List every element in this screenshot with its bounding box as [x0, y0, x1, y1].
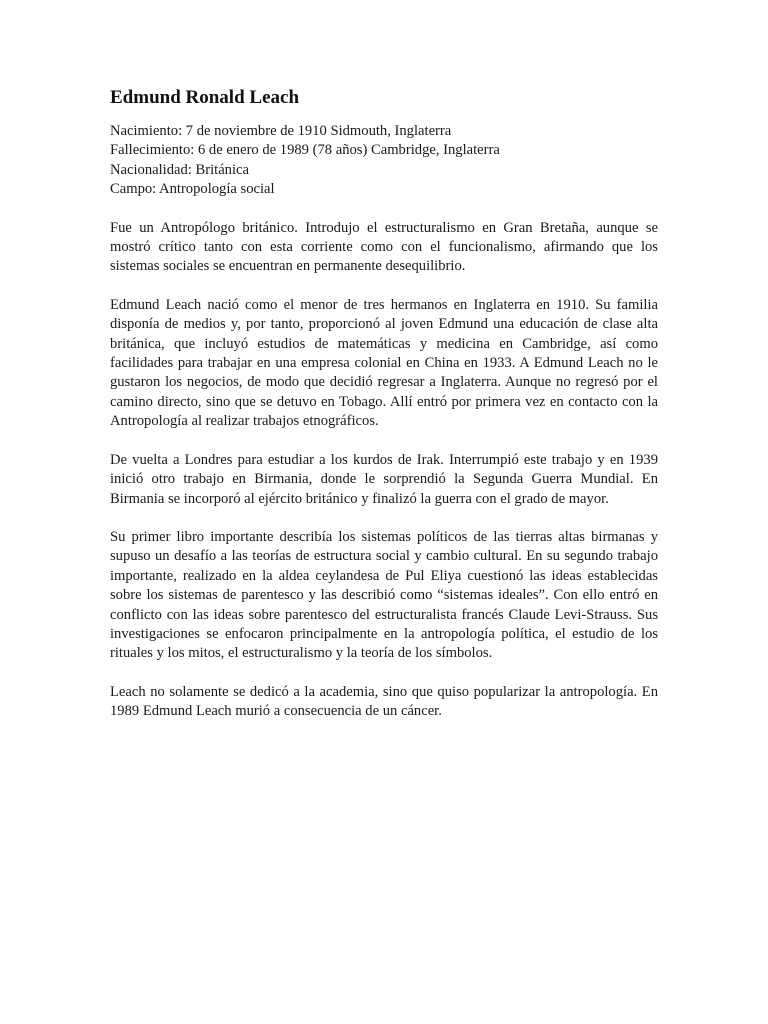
document-title: Edmund Ronald Leach: [110, 87, 300, 108]
paragraph-works: Su primer libro importante describía los sistemas políticos de las tierras altas birmanas y supuso un desafío a las teorías de estructura social y cambio cultural. En su segundo trabajo importante, realizado en la aldea ceylandesa de Pul Eliya cuestionó las ideas establecidas sobre los sistemas de parentesco y las describió como “sistemas ideales”. Con ello entró en conflicto con las ideas sobre parentesco del estructuralista francés Claude Levi-Strauss. Sus investigaciones se enfocaron principalmente en la antropología política, el estudio de los rituales y los mitos, el estructuralismo y la teoría de los símbolos.: [110, 528, 658, 662]
paragraph-career: De vuelta a Londres para estudiar a los kurdos de Irak. Interrumpió este trabajo y en 1939 inició otro trabajo en Birmania, donde le sorprendió la Segunda Guerra Mundial. En Birmania se incorporó al ejército británico y finalizó la guerra con el grado de mayor.: [110, 451, 658, 507]
fact-field: Campo: Antropología social: [110, 181, 275, 198]
document-body: [110, 86, 658, 741]
paragraph-early-life: Edmund Leach nació como el menor de tres hermanos en Inglaterra en 1910. Su familia disponía de medios y, por tanto, proporcionó al joven Edmund una educación de clase alta británica, que incluyó estudios de matemáticas y medicina en Cambridge, así como facilidades para trabajar en una empresa colonial en China en 1933. A Edmund Leach no le gustaron los negocios, de modo que decidió regresar a Inglaterra. Aunque no regresó por el camino directo, sino que se detuvo en Tobago. Allí entró por primera vez en contacto con la Antropología al realizar trabajos etnográficos.: [110, 296, 658, 430]
fact-death: Fallecimiento: 6 de enero de 1989 (78 años) Cambridge, Inglaterra: [110, 142, 500, 159]
fact-nationality: Nacionalidad: Británica: [110, 161, 249, 178]
fact-birth: Nacimiento: 7 de noviembre de 1910 Sidmouth, Inglaterra: [110, 123, 452, 139]
paragraph-intro: Fue un Antropólogo británico. Introdujo el estructuralismo en Gran Bretaña, aunque se mostró crítico tanto con esta corriente como con el funcionalismo, afirmando que los sistemas sociales se encuentran en permanente desequilibrio.: [110, 219, 658, 275]
biography-facts: [110, 122, 658, 200]
paragraph-legacy: Leach no solamente se dedicó a la academia, sino que quiso popularizar la antropología. En 1989 Edmund Leach murió a consecuencia de un cáncer.: [110, 683, 658, 720]
